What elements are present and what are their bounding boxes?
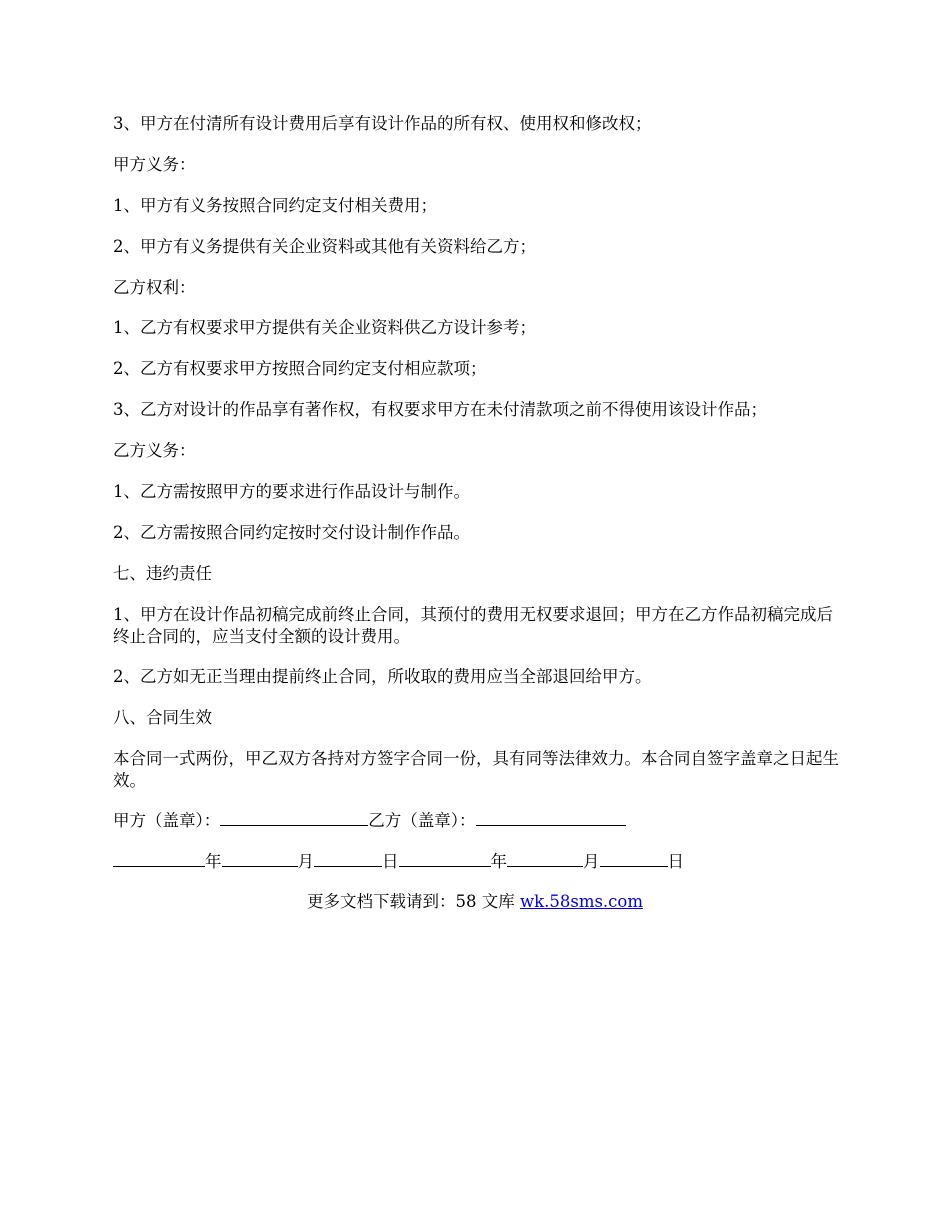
paragraph: 甲方义务： — [113, 155, 196, 174]
paragraph: 2、乙方需按照合同约定按时交付设计制作作品。 — [113, 523, 470, 542]
paragraph: 1、甲方有义务按照合同约定支付相关费用； — [113, 196, 437, 215]
paragraph: 3、甲方在付清所有设计费用后享有设计作品的所有权、使用权和修改权； — [113, 114, 652, 133]
paragraph: 乙方权利： — [113, 278, 196, 297]
footer — [0, 891, 950, 913]
party-a-signature-blank — [220, 809, 368, 826]
signature-line — [113, 809, 626, 832]
month-blank-a — [222, 850, 298, 867]
paragraph: 1、乙方需按照甲方的要求进行作品设计与制作。 — [113, 482, 470, 501]
year-label-a: 年 — [205, 852, 222, 871]
paragraph: 本合同一式两份，甲乙双方各持对方签字合同一份，具有同等法律效力。本合同自签字盖章之日起生效。 — [113, 749, 839, 790]
day-label-a: 日 — [382, 852, 399, 871]
day-label-b: 日 — [667, 852, 684, 871]
paragraph: 2、乙方如无正当理由提前终止合同，所收取的费用应当全部退回给甲方。 — [113, 667, 652, 686]
month-label-a: 月 — [297, 852, 314, 871]
year-label-b: 年 — [490, 852, 507, 871]
footer-text: 更多文档下载请到：58 文库 — [306, 892, 520, 911]
section-heading: 七、违约责任 — [113, 564, 212, 583]
paragraph: 2、乙方有权要求甲方按照合同约定支付相应款项； — [113, 359, 487, 378]
date-line — [113, 850, 684, 873]
paragraph: 乙方义务： — [113, 441, 196, 460]
year-blank-a — [113, 850, 205, 867]
paragraph: 3、乙方对设计的作品享有著作权，有权要求甲方在未付清款项之前不得使用该设计作品； — [113, 400, 767, 419]
party-a-seal-label: 甲方（盖章）： — [113, 811, 221, 830]
day-blank-b — [600, 850, 668, 867]
footer-link[interactable]: wk.58sms.com — [519, 892, 643, 911]
day-blank-a — [314, 850, 382, 867]
paragraph: 1、甲方在设计作品初稿完成前终止合同，其预付的费用无权要求退回；甲方在乙方作品初稿完成后终止合同的，应当支付全额的设计费用。 — [113, 605, 833, 646]
year-blank-b — [399, 850, 491, 867]
paragraph: 1、乙方有权要求甲方提供有关企业资料供乙方设计参考； — [113, 318, 536, 337]
section-heading: 八、合同生效 — [113, 708, 212, 727]
paragraph: 2、甲方有义务提供有关企业资料或其他有关资料给乙方； — [113, 237, 536, 256]
month-label-b: 月 — [583, 852, 600, 871]
party-b-seal-label: 乙方（盖章）： — [368, 811, 476, 830]
party-b-signature-blank — [476, 809, 626, 826]
month-blank-b — [507, 850, 583, 867]
